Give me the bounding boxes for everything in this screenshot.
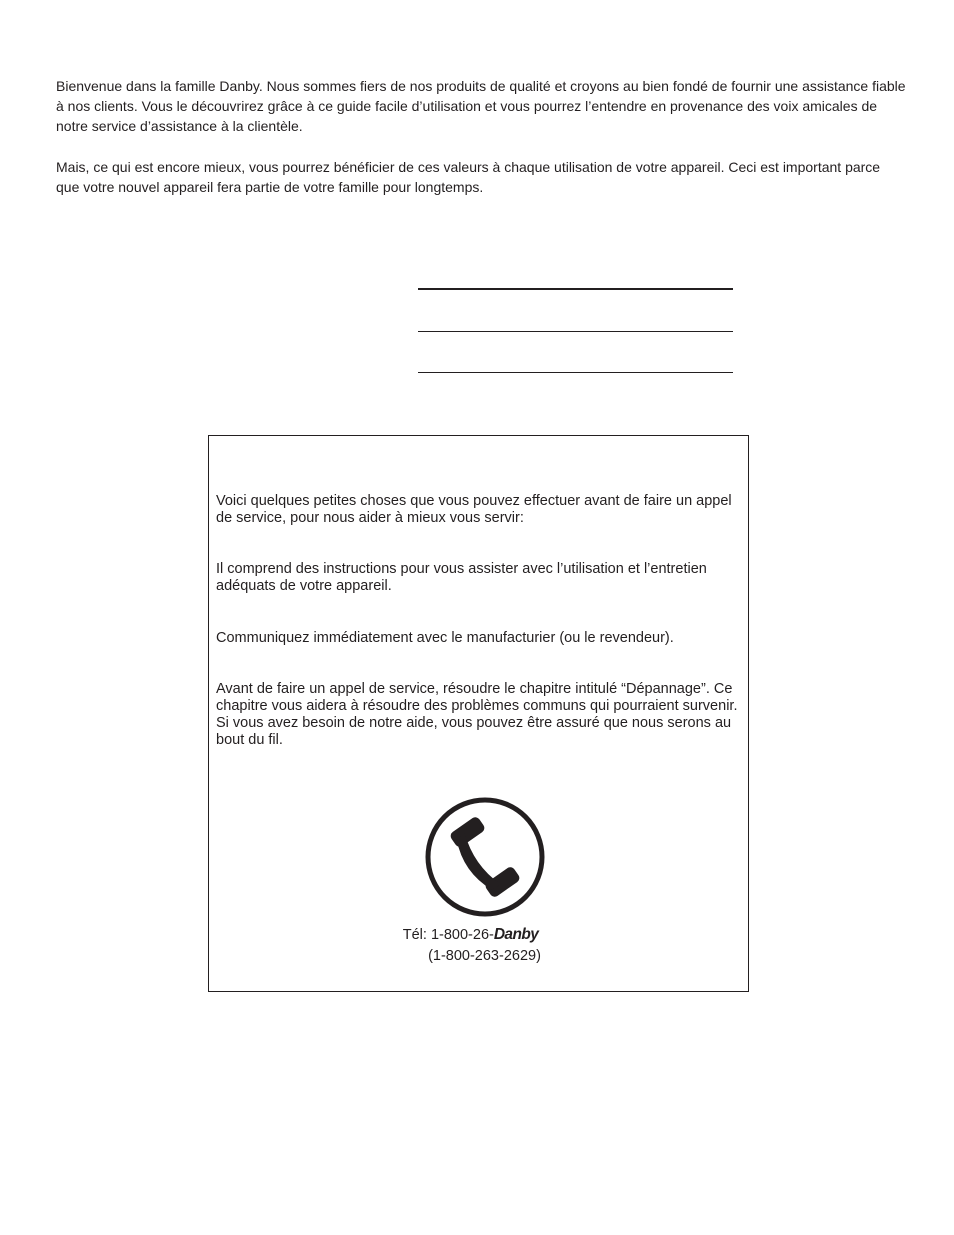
blank-line-2 [418, 331, 733, 332]
service-intro-text: Voici quelques petites choses que vous pouvez effectuer avant de faire un appel de service, pour nous aider à mieux vous servir: [216, 493, 732, 526]
intro-paragraph-welcome: Bienvenue dans la famille Danby. Nous sommes fiers de nos produits de qualité et croyons au bien fondé de fournir une assistance fiable à nos clients. Vous le découvrirez grâce à ce guide facile d’utilisation et vous pourrez l’entendre en provenance des voix amicales de notre service d’assistance à la clientèle. [56, 78, 906, 134]
manual-instructions-text: Il comprend des instructions pour vous assister avec l’utilisation et l’entretien adéquats de votre appareil. [216, 561, 707, 594]
intro-paragraph-values: Mais, ce qui est encore mieux, vous pourrez bénéficier de ces valeurs à chaque utilisation de votre appareil. Ceci est important parce que votre nouvel appareil fera partie de votre famille pour longtemps. [56, 159, 881, 195]
tel-prefix: Tél: 1-800-26- [402, 927, 494, 943]
troubleshooting-text: Avant de faire un appel de service, résoudre le chapitre intitulé “Dépannage”. Ce chapitre vous aidera à résoudre des problèmes communs qui pourraient survenir. Si vous avez besoin de notre aide, vous pouvez être assuré que nous serons au bout du fil. [216, 681, 738, 748]
contact-manufacturer-text: Communiquez immédiatement avec le manufacturier (ou le revendeur). [216, 630, 674, 646]
danby-logo-text: Danby [493, 926, 539, 943]
blank-line-3 [418, 372, 733, 373]
service-info-box [208, 435, 749, 992]
toll-free-number [201, 926, 740, 944]
phone-handset-icon [424, 796, 546, 918]
numeric-phone-number: (1-800-263-2629) [428, 948, 541, 964]
blank-line-1 [418, 288, 733, 290]
